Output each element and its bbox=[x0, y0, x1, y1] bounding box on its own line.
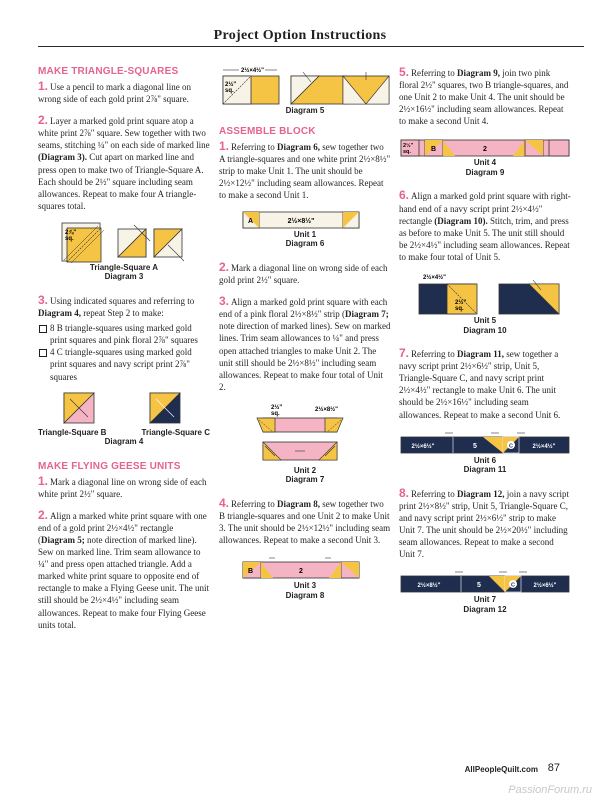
step-number: 2. bbox=[38, 113, 49, 128]
diagram-8-caption: Diagram 8 bbox=[285, 590, 325, 600]
step-number: 8. bbox=[399, 485, 410, 500]
step-text: Stitch, trim, and press as before to make Unit 5. The unit still should be 2½×4½" including seam allowances. Repeat to make four total of Unit 5. bbox=[399, 215, 570, 262]
step-text: Align a marked gold print square with each end of a pink floral 2½×8½" strip ( bbox=[219, 297, 388, 320]
diagram-7-graphic bbox=[219, 402, 391, 466]
diagram-11-caption-unit: Unit 6 bbox=[473, 455, 497, 465]
diagram-8 bbox=[219, 555, 391, 600]
diagram-5-caption: Diagram 5 bbox=[285, 106, 325, 115]
diagram-6 bbox=[219, 210, 391, 249]
diagram-3 bbox=[38, 221, 210, 282]
header-rule bbox=[38, 46, 584, 47]
step-text: Referring to bbox=[411, 488, 457, 499]
step-number: 2. bbox=[219, 259, 230, 274]
step-number: 6. bbox=[399, 188, 410, 203]
column-2 bbox=[219, 66, 391, 612]
diagram-6-caption-unit: Unit 1 bbox=[293, 229, 317, 239]
step-text: Use a pencil to mark a diagonal line on wrong side of each gold print 2⅞" square. bbox=[38, 82, 191, 105]
diagram-4-graphic bbox=[38, 391, 210, 425]
diagram-3-graphic bbox=[38, 221, 210, 263]
diagram-7 bbox=[219, 402, 391, 485]
step-text: sew together a navy script print 2½×6½" strip, Unit 5, Triangle-Square C, and navy script print 2½×4½" rectangle to make Unit 6. The unit should be 2½×16½" including seam allowances. Repeat to make a second Unit 6. bbox=[399, 349, 561, 420]
step-text: sew together two B triangle-squares and one Unit 2 to make Unit 3. The unit should be 2½×12½" including seam allowances. Repeat to make a second Unit 3. bbox=[219, 498, 391, 546]
step-1-assemble bbox=[219, 140, 391, 201]
step-text: Align a marked gold print square with right-hand end of a navy script print 2½×4½" rectangle bbox=[399, 191, 571, 226]
diagram-ref: Diagram 11, bbox=[457, 349, 504, 360]
step-number: 1. bbox=[38, 473, 49, 488]
step-number: 1. bbox=[219, 138, 230, 153]
diagram-3-sq-label: sq. bbox=[65, 235, 74, 242]
step-number: 3. bbox=[219, 294, 230, 309]
step-5-assemble bbox=[399, 66, 571, 127]
diagram-3-size-label: 2⅞" bbox=[65, 229, 77, 236]
step-number: 7. bbox=[399, 346, 410, 361]
step-text: Mark a diagonal line on wrong side of each white print 2½" square. bbox=[38, 476, 207, 499]
step-text: Align a marked white print square with one end of a gold print 2½×4½" rectangle ( bbox=[38, 510, 207, 545]
diagram-5-sq-size: 2½" bbox=[225, 82, 237, 88]
diagram-10-graphic bbox=[399, 272, 571, 316]
diagram-9 bbox=[399, 136, 571, 177]
step-3-assemble bbox=[219, 295, 391, 393]
option-item: 4 C triangle-squares using marked gold print squares and navy script print 2⅞" squares bbox=[38, 346, 210, 382]
step-1-geese bbox=[38, 475, 210, 500]
section-heading-triangle-squares: MAKE TRIANGLE-SQUARES bbox=[38, 66, 179, 77]
page-header bbox=[0, 0, 600, 52]
diagram-12-caption-unit: Unit 7 bbox=[473, 595, 497, 605]
diagram-8-caption-unit: Unit 3 bbox=[293, 581, 317, 591]
diagram-10-size-label: 2½×4½" bbox=[423, 275, 447, 282]
step-number: 5. bbox=[399, 65, 410, 79]
diagram-ref: Diagram 4, bbox=[38, 308, 81, 319]
step-text: join two pink floral 2½" squares, two B triangle-squares, and one Unit 2 to make Unit 4. The unit should be 2½×16½" including seam allowances. Repeat to make a second Unit 4. bbox=[399, 68, 569, 127]
diagram-3-caption-unit: Triangle-Square A bbox=[89, 262, 159, 272]
step-8-assemble bbox=[399, 487, 571, 561]
diagram-5-size-label: 2½×4½" bbox=[241, 68, 265, 74]
step-number: 3. bbox=[38, 292, 49, 307]
diagram-9-sq-size: 2½" bbox=[403, 143, 414, 150]
diagram-7-caption-unit: Unit 2 bbox=[293, 465, 317, 475]
diagram-ref: Diagram 7; bbox=[344, 309, 389, 320]
diagram-ref: (Diagram 10). bbox=[434, 215, 488, 226]
diagram-5-graphic bbox=[219, 66, 391, 106]
diagram-12-graphic bbox=[399, 569, 571, 595]
diagram-10-sq-size: 2½" bbox=[455, 300, 467, 307]
diagram-ref: Diagram 9, bbox=[457, 68, 500, 78]
diagram-3-caption: Diagram 3 bbox=[104, 272, 144, 282]
diagram-ref: Diagram 5; bbox=[41, 534, 85, 545]
column-3 bbox=[399, 66, 571, 626]
diagram-ref: (Diagram 3). bbox=[38, 152, 87, 163]
diagram-9-unit-label: 2 bbox=[483, 146, 487, 154]
diagram-8-b-label: B bbox=[248, 568, 254, 576]
diagram-10 bbox=[399, 272, 571, 335]
section-heading-assemble: ASSEMBLE BLOCK bbox=[219, 125, 316, 137]
diagram-11-caption: Diagram 11 bbox=[463, 465, 507, 475]
diagram-7-caption: Diagram 7 bbox=[285, 475, 325, 485]
step-text: Cut apart on marked line and press open to make two of Triangle-Square A. Each should be 2½" square including seam allowances. Repeat to make four A triangle-squares total. bbox=[38, 152, 204, 211]
diagram-9-caption: Diagram 9 bbox=[465, 167, 505, 177]
diagram-9-caption-unit: Unit 4 bbox=[473, 158, 497, 168]
diagram-12-unit-5: 5 bbox=[477, 582, 481, 590]
diagram-11-graphic bbox=[399, 430, 571, 456]
step-text: Referring to bbox=[411, 349, 457, 360]
diagram-11 bbox=[399, 430, 571, 475]
diagram-ref: Diagram 8, bbox=[277, 498, 320, 509]
diagram-12 bbox=[399, 569, 571, 614]
step-2-triangle bbox=[38, 114, 210, 212]
diagram-10-sq-label: sq. bbox=[455, 306, 464, 313]
page-number: 87 bbox=[547, 762, 560, 774]
step-number: 2. bbox=[38, 507, 49, 522]
step-3-triangle bbox=[38, 294, 210, 319]
diagram-8-graphic bbox=[219, 555, 391, 581]
diagram-12-left-strip: 2½×8½" bbox=[417, 583, 441, 590]
diagram-9-b-label: B bbox=[431, 146, 437, 154]
step-7-assemble bbox=[399, 347, 571, 421]
diagram-4-caption-c: Triangle-Square C bbox=[141, 427, 210, 437]
diagram-7-strip-label: 2½×8½" bbox=[315, 406, 339, 413]
step-text: note direction of marked lines). Sew on marked lines. Trim seam allowances to ¼" and press open attached triangles to make Unit 2. The unit still should be 2½×8½" including seam allowances. Repeat to make four total of Unit 2. bbox=[219, 321, 391, 392]
diagram-12-right-strip: 2½×6½" bbox=[533, 583, 557, 590]
diagram-ref: Diagram 6, bbox=[277, 141, 320, 152]
watermark: PassionForum.ru bbox=[508, 784, 592, 796]
diagram-4-caption: Diagram 4 bbox=[104, 437, 144, 447]
diagram-4-caption-b: Triangle-Square B bbox=[38, 427, 107, 437]
diagram-12-c-label: C bbox=[511, 582, 515, 589]
diagram-5-sq-label: sq. bbox=[225, 88, 234, 94]
step-text: join a navy script print 2½×8½" strip, Unit 5, Triangle-Square C, and navy script print 2½×6½" strip to make Unit 7. The unit should be 2½×20½" including seam allowances. Repeat to make a second Unit 7. bbox=[399, 488, 569, 560]
diagram-6-graphic bbox=[219, 210, 391, 230]
diagram-ref: Diagram 12, bbox=[457, 488, 505, 499]
step-text: repeat Step 2 to make: bbox=[81, 308, 164, 319]
diagram-12-caption: Diagram 12 bbox=[463, 604, 507, 614]
step-6-assemble bbox=[399, 189, 571, 263]
page-footer bbox=[0, 762, 600, 782]
step-text: Referring to bbox=[231, 498, 277, 509]
step-text: Referring to bbox=[231, 141, 277, 152]
diagram-11-left-strip: 2½×6½" bbox=[411, 443, 435, 450]
step-4-assemble bbox=[219, 497, 391, 546]
option-item: 8 B triangle-squares using marked gold print squares and pink floral 2⅞" squares bbox=[38, 322, 210, 346]
column-1 bbox=[38, 66, 210, 640]
option-list bbox=[38, 322, 210, 382]
diagram-7-sq-label: sq. bbox=[271, 410, 280, 417]
diagram-8-unit-label: 2 bbox=[299, 568, 303, 576]
step-number: 4. bbox=[219, 495, 230, 510]
diagram-9-graphic bbox=[399, 136, 571, 158]
footer-site: AllPeopleQuilt.com bbox=[464, 765, 538, 774]
step-2-assemble bbox=[219, 261, 391, 286]
diagram-11-c-label: C bbox=[509, 443, 513, 450]
diagram-11-right-rect: 2½×4½" bbox=[532, 443, 556, 450]
step-2-geese bbox=[38, 509, 210, 631]
step-1-triangle bbox=[38, 80, 210, 105]
diagram-6-caption: Diagram 6 bbox=[285, 239, 325, 249]
step-text: Referring to bbox=[411, 68, 457, 78]
diagram-11-unit-5: 5 bbox=[473, 442, 477, 450]
step-text: note direction of marked line). Sew on marked line. Trim seam allowance to ¼" and press open attached triangle. Add a marked white print square to opposite end of rectangle to make a Flying Geese unit. The unit still should be 2½×4½" including seam allowances. Repeat to make four Flying Geese units total. bbox=[38, 534, 210, 630]
diagram-10-caption-unit: Unit 5 bbox=[473, 316, 497, 326]
step-text: Layer a marked gold print square atop a white print 2⅞" square. Sew together with two seams, stitching ¼" on each side of marked line bbox=[38, 116, 210, 151]
diagram-5 bbox=[219, 66, 391, 116]
section-heading-flying-geese: MAKE FLYING GEESE UNITS bbox=[38, 460, 181, 472]
step-text: Using indicated squares and referring to bbox=[50, 295, 195, 306]
diagram-4 bbox=[38, 391, 210, 447]
page-title: Project Option Instructions bbox=[213, 28, 387, 43]
diagram-6-strip-label: 2½×8½" bbox=[287, 217, 315, 225]
diagram-9-sq-label: sq. bbox=[403, 149, 411, 156]
diagram-6-a-label: A bbox=[248, 217, 254, 225]
diagram-10-caption: Diagram 10 bbox=[463, 325, 507, 335]
diagram-7-sq-size: 2½" bbox=[271, 404, 283, 411]
step-text: sew together two A triangle-squares and one white print 2½×8½" strip to make Unit 1. The unit should be 2½×12½" including seam allowances. Repeat to make a second Unit 1. bbox=[219, 141, 391, 200]
step-text: Mark a diagonal line on wrong side of each gold print 2½" square. bbox=[219, 262, 388, 286]
step-number: 1. bbox=[38, 79, 49, 93]
